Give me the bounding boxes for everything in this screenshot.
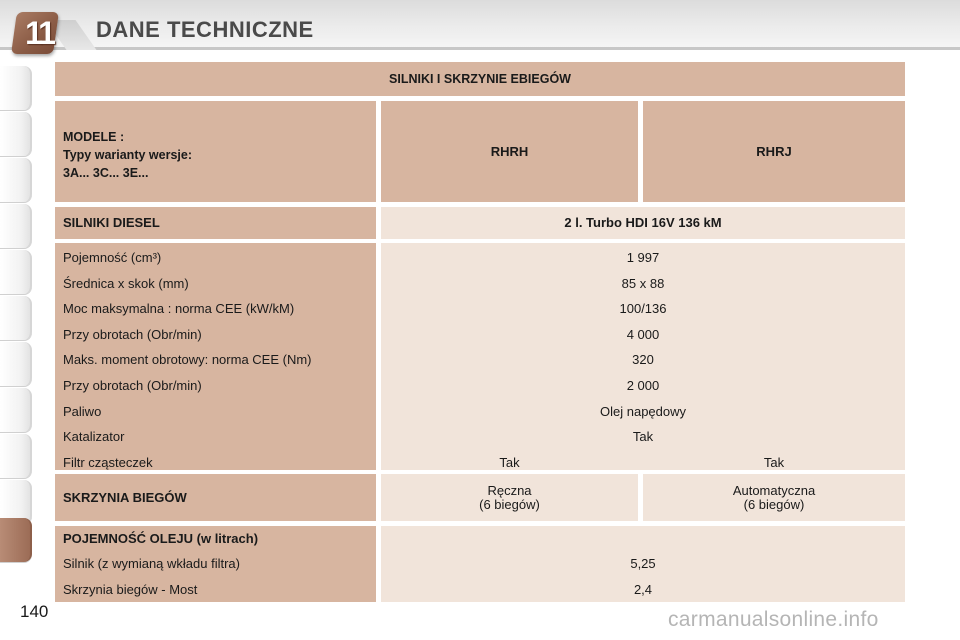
specs-labels	[55, 243, 376, 470]
oil-values	[381, 526, 905, 602]
side-tab-4[interactable]	[0, 204, 32, 248]
side-tab-3[interactable]	[0, 158, 32, 202]
gearbox-automatic-line2: (6 biegów)	[743, 497, 805, 512]
side-tab-11-active[interactable]	[0, 518, 32, 562]
models-label-line2: Typy warianty wersje:	[63, 148, 192, 162]
specs-values	[381, 243, 905, 470]
spec-label: Pojemność (cm³)	[63, 250, 162, 265]
spec-label: Katalizator	[63, 429, 125, 445]
oil-block	[55, 526, 905, 602]
spec-value: Tak	[632, 429, 654, 445]
side-tab-2[interactable]	[0, 112, 32, 156]
gearbox-automatic	[643, 474, 905, 521]
watermark: carmanualsonline.info	[668, 608, 879, 631]
models-label-line3: 3A... 3C... 3E...	[63, 166, 149, 180]
side-tab-7[interactable]	[0, 342, 32, 386]
spec-label: Paliwo	[63, 403, 102, 419]
page-title: DANE TECHNICZNE	[96, 17, 314, 42]
diesel-label: SILNIKI DIESEL	[55, 207, 376, 239]
oil-label: Silnik (z wymianą wkładu filtra)	[63, 556, 240, 571]
diesel-engine-value: 2 l. Turbo HDI 16V 136 kM	[381, 207, 905, 239]
oil-label: Skrzynia biegów - Most	[63, 581, 198, 597]
spec-value: 1 997	[626, 250, 660, 265]
side-tab-6[interactable]	[0, 296, 32, 340]
filter-label: Filtr cząsteczek	[63, 454, 153, 470]
oil-value: 2,4	[633, 581, 653, 597]
gearbox-row	[55, 474, 905, 521]
side-tab-8[interactable]	[0, 388, 32, 432]
oil-heading: POJEMNOŚĆ OLEJU (w litrach)	[63, 531, 259, 546]
oil-value: 5,25	[630, 556, 656, 571]
model-rhrj: RHRJ	[643, 101, 905, 202]
chapter-number: 11	[25, 15, 53, 51]
section-title: SILNIKI I SKRZYNIE EBIEGÓW	[55, 62, 905, 96]
gearbox-manual	[381, 474, 638, 521]
side-tab-1[interactable]	[0, 66, 32, 110]
spec-label: Przy obrotach (Obr/min)	[63, 326, 202, 342]
side-tab-strip	[0, 66, 34, 576]
page-number: 140	[20, 602, 49, 621]
gearbox-manual-line1: Ręczna	[487, 483, 532, 498]
spec-value: 100/136	[619, 301, 667, 317]
gearbox-manual-line2: (6 biegów)	[479, 497, 540, 512]
spec-value: 320	[632, 352, 654, 368]
models-label	[55, 101, 376, 202]
filter-value-rhrj: Tak	[763, 454, 785, 470]
gearbox-label: SKRZYNIA BIEGÓW	[55, 474, 376, 521]
spec-label: Przy obrotach (Obr/min)	[63, 377, 202, 393]
models-label-line1: MODELE :	[63, 130, 125, 144]
spec-value: 4 000	[626, 326, 660, 342]
spec-label: Maks. moment obrotowy: norma CEE (Nm)	[63, 352, 312, 368]
model-rhrh: RHRH	[381, 101, 638, 202]
header-divider	[0, 47, 960, 50]
table-section-header	[55, 62, 905, 96]
models-row	[55, 101, 905, 202]
gearbox-automatic-line1: Automatyczna	[732, 483, 816, 498]
side-tab-9[interactable]	[0, 434, 32, 478]
filter-value-rhrh: Tak	[499, 454, 520, 470]
spec-label: Moc maksymalna : norma CEE (kW/kM)	[63, 301, 295, 317]
specs-block	[55, 243, 905, 470]
diesel-row	[55, 207, 905, 239]
spec-value: 85 x 88	[621, 275, 665, 291]
filter-values	[381, 450, 905, 476]
oil-labels	[55, 526, 376, 602]
spec-label: Średnica x skok (mm)	[63, 275, 189, 291]
spec-value: 2 000	[626, 377, 660, 393]
spec-value: Olej napędowy	[600, 403, 686, 419]
side-tab-5[interactable]	[0, 250, 32, 294]
